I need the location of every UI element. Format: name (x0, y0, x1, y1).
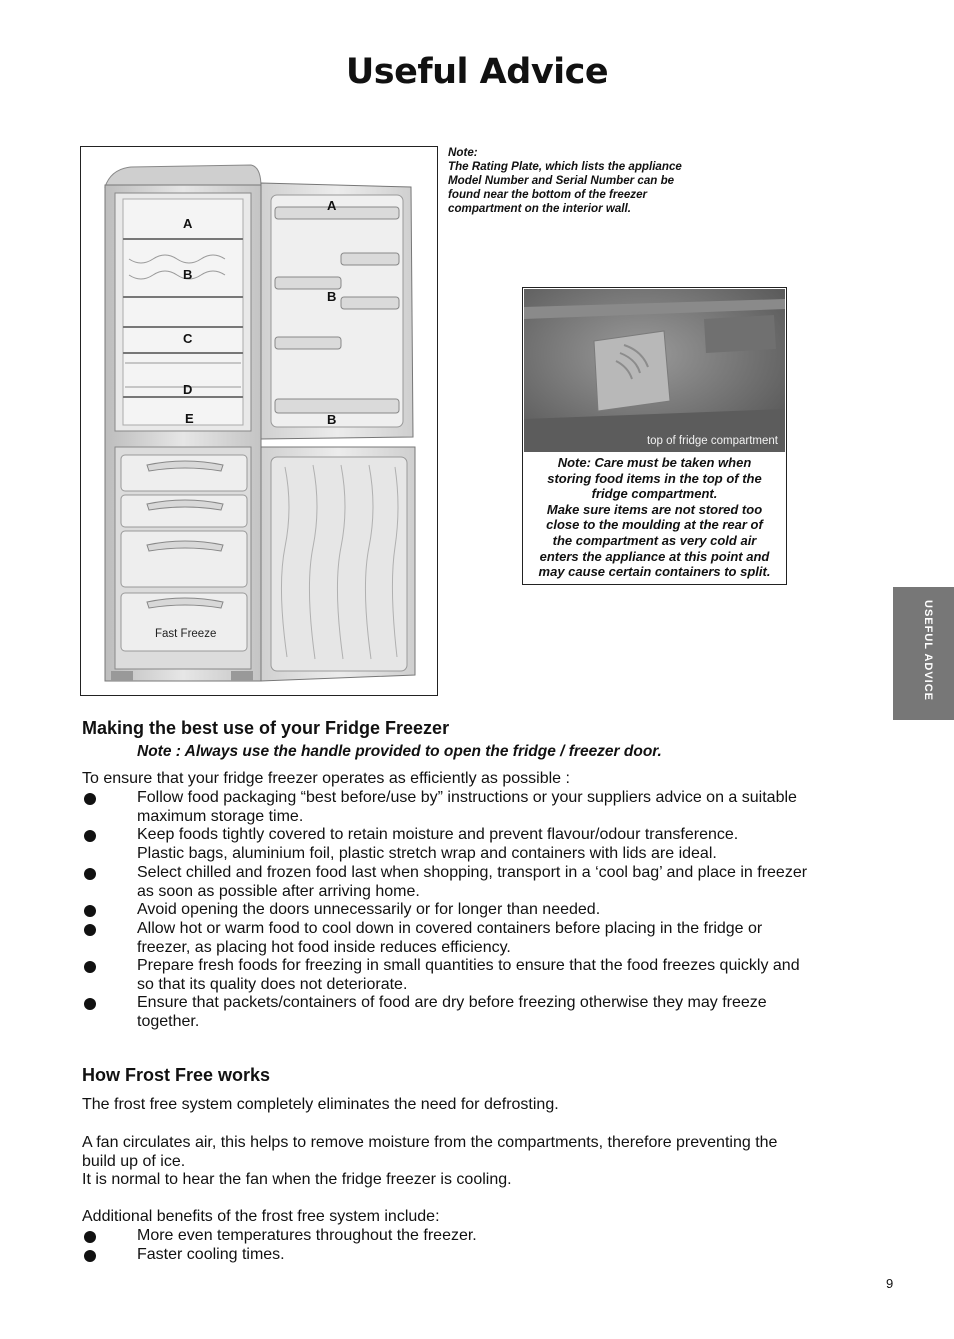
bullet-icon (84, 905, 96, 917)
list-item-text: Follow food packaging “best before/use by” instructions or your suppliers advice on a suitable (137, 789, 797, 806)
bullet-icon (84, 793, 96, 805)
list-item-text: Select chilled and frozen food last when shopping, transport in a ‘cool bag’ and place in freezer (137, 864, 808, 881)
list-item-text: as soon as possible after arriving home. (137, 882, 420, 900)
list-item-text: Keep foods tightly covered to retain moisture and prevent flavour/odour transference. (137, 826, 739, 843)
fan-paragraph-line: build up of ice. (82, 1152, 186, 1170)
photo-note-line: Note: Care must be taken when (557, 455, 752, 470)
fan-noise-line: It is normal to hear the fan when the fridge freezer is cooling. (82, 1171, 512, 1189)
bullet-icon (84, 1231, 96, 1243)
section-side-tab (893, 587, 954, 720)
label-b-left: B (183, 267, 193, 282)
label-b-door-upper: B (327, 289, 337, 304)
handle-note: Note : Always use the handle provided to open the fridge / freezer door. (137, 743, 662, 760)
benefits-intro: Additional benefits of the frost free system include: (82, 1208, 440, 1225)
label-d-left: D (183, 382, 193, 397)
frost-free-paragraph: The frost free system completely eliminates the need for defrosting. (82, 1096, 559, 1113)
list-item-text: together. (137, 1012, 200, 1030)
section-heading-best-use: Making the best use of your Fridge Freezer (82, 718, 450, 738)
section-heading-frost-free: How Frost Free works (82, 1065, 271, 1085)
list-item-text: Plastic bags, aluminium foil, plastic stretch wrap and containers with lids are ideal. (137, 844, 717, 862)
bullet-icon (84, 830, 96, 842)
label-a-door: A (327, 198, 337, 213)
fridge-compartment-photo-box (522, 287, 787, 585)
list-item-text: Ensure that packets/containers of food are dry before freezing otherwise they may freeze (137, 994, 767, 1011)
label-c-left: C (183, 331, 193, 346)
list-item-text: More even temperatures throughout the freezer. (137, 1227, 477, 1244)
photo-note (527, 455, 782, 580)
photo-illustration (524, 289, 785, 452)
list-item-text: Avoid opening the doors unnecessarily or for longer than needed. (137, 901, 601, 918)
list-item-text: so that its quality does not deteriorate. (137, 975, 408, 993)
fridge-illustration (81, 147, 437, 695)
photo-note-line: the compartment as very cold air (552, 532, 757, 548)
photo-note-line: Make sure items are not stored too (546, 501, 763, 517)
bullet-icon (84, 1250, 96, 1262)
side-tab-label: USEFUL ADVICE (922, 600, 934, 702)
photo-note-line: close to the moulding at the rear of (546, 517, 763, 533)
list-item-text: Faster cooling times. (137, 1246, 285, 1263)
bullet-icon (84, 961, 96, 973)
label-e-left: E (185, 411, 194, 426)
photo-note-line: enters the appliance at this point and (539, 548, 770, 564)
photo-note-line: fridge compartment. (591, 486, 718, 502)
photo-note-line: storing food items in the top of the (547, 470, 762, 486)
label-fast-freeze: Fast Freeze (155, 628, 217, 640)
fridge-compartment-photo (524, 289, 785, 452)
list-item-text: Prepare fresh foods for freezing in small quantities to ensure that the food freezes quickly and (137, 957, 800, 974)
list-item-text: freezer, as placing hot food inside reduces efficiency. (137, 938, 511, 956)
note-line: The Rating Plate, which lists the appliance (448, 160, 682, 173)
bullet-icon (84, 924, 96, 936)
photo-note-line: may cause certain containers to split. (538, 564, 771, 580)
note-heading: Note: (448, 146, 478, 159)
page-title: Useful Advice (345, 52, 609, 92)
note-line: compartment on the interior wall. (448, 202, 631, 215)
fan-paragraph (82, 1134, 882, 1190)
note-line: Model Number and Serial Number can be (448, 174, 675, 187)
intro-text: To ensure that your fridge freezer operates as efficiently as possible : (82, 770, 570, 787)
rating-plate-note (448, 146, 738, 216)
label-a-left: A (183, 216, 193, 231)
bullet-icon (84, 868, 96, 880)
page-number: 9 (886, 1276, 894, 1291)
photo-caption: top of fridge compartment (646, 435, 778, 447)
fan-paragraph-line: A fan circulates air, this helps to remove moisture from the compartments, therefore preventing the (82, 1134, 778, 1151)
note-line: found near the bottom of the freezer (448, 188, 648, 201)
list-item-text: Allow hot or warm food to cool down in covered containers before placing in the fridge or (137, 920, 763, 937)
label-b-door-lower: B (327, 412, 337, 427)
list-item-text: maximum storage time. (137, 807, 304, 825)
fridge-freezer-diagram (80, 146, 438, 696)
bullet-icon (84, 998, 96, 1010)
